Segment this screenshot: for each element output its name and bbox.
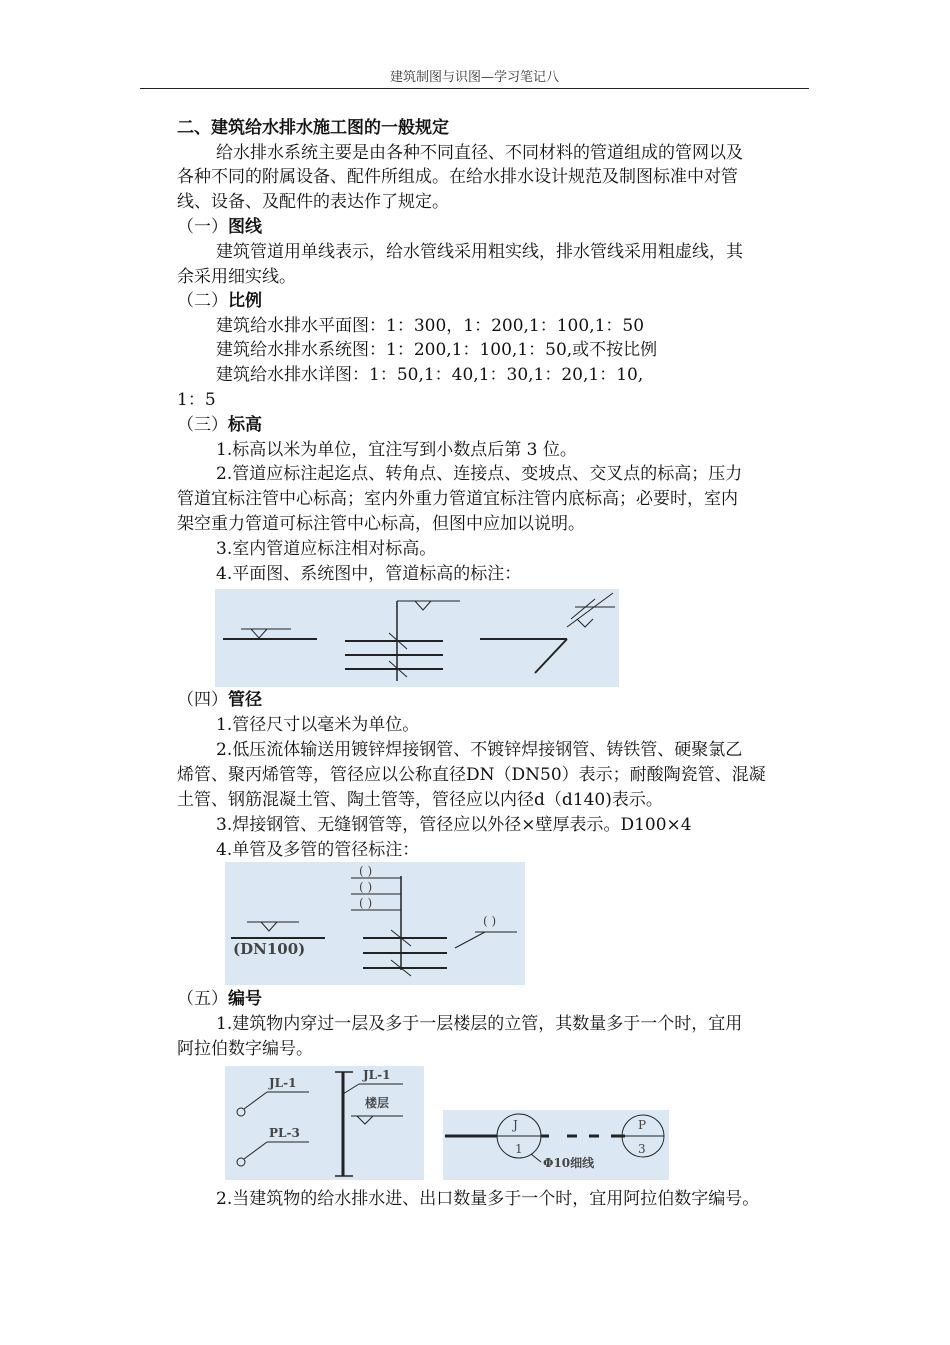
- s4-line-6: 4.单管及多管的管径标注：: [216, 840, 420, 860]
- s4-line-4: 土管、钢筋混凝土管、陶土管等，管径应以内径d（d140)表示。: [177, 790, 663, 810]
- s4-head: （四）: [177, 690, 228, 710]
- s5-heading: [177, 987, 262, 1011]
- diameter-diagram: [225, 862, 525, 985]
- paren-label-2: ( ): [359, 880, 373, 894]
- three-label: 3: [638, 1142, 646, 1156]
- header-rule: [140, 88, 809, 89]
- s2-line-4: 1：5: [177, 390, 216, 410]
- floor-label: 楼层: [365, 1096, 390, 1110]
- one-label: 1: [515, 1142, 523, 1156]
- s3-head: （三）: [177, 415, 228, 435]
- s1-line-2: 余采用细实线。: [177, 267, 296, 287]
- s2-head: （二）: [177, 291, 228, 311]
- s4-line-5: 3.焊接钢管、无缝钢管等，管径应以外径×壁厚表示。D100×4: [216, 815, 692, 835]
- s2-line-3: 建筑给水排水详图：1：50,1：40,1：30,1：20,1：10,: [216, 365, 644, 385]
- elevation-diagram: [215, 589, 619, 687]
- paren-label-3: ( ): [359, 896, 373, 910]
- s5-head: （五）: [177, 989, 228, 1009]
- intro-line-3: 线、设备、及配件的表达作了规定。: [177, 192, 449, 212]
- inlet-number-figure: [443, 1110, 669, 1180]
- s4-line-3: 烯管、聚丙烯管等，管径应以公称直径DN（DN50）表示；耐酸陶瓷管、混凝: [177, 765, 766, 785]
- riser-number-figure: [225, 1066, 424, 1180]
- intro-line-2: 各种不同的附属设备、配件所组成。在给水排水设计规范及制图标准中对管: [177, 167, 738, 187]
- elevation-figure: [215, 589, 619, 687]
- page-header: 建筑制图与识图—学习笔记八: [389, 70, 559, 85]
- section-title: 二、建筑给水排水施工图的一般规定: [177, 118, 449, 138]
- s1-line-1: 建筑管道用单线表示，给水管线采用粗实线，排水管线采用粗虚线，其: [216, 242, 743, 262]
- s5-line-2: 阿拉伯数字编号。: [177, 1039, 313, 1059]
- intro-line-1: 给水排水系统主要是由各种不同直径、不同材料的管道组成的管网以及: [216, 143, 743, 163]
- s1-heading: [177, 215, 262, 239]
- s1-head: （一）: [177, 217, 228, 237]
- diameter-figure: [225, 862, 525, 985]
- s2-title: 比例: [228, 291, 262, 311]
- s2-heading: [177, 289, 262, 313]
- paren-label-1: ( ): [359, 864, 373, 878]
- pl3-label: PL-3: [269, 1126, 300, 1140]
- s5-line-1: 1.建筑物内穿过一层及多于一层楼层的立管，其数量多于一个时，宜用: [216, 1014, 743, 1034]
- p-label: P: [638, 1118, 647, 1132]
- riser-number-diagram: [225, 1066, 424, 1180]
- s3-title: 标高: [228, 415, 262, 435]
- j-label: J: [513, 1118, 518, 1132]
- s4-title: 管径: [228, 690, 262, 710]
- s4-line-2: 2.低压流体输送用镀锌焊接钢管、不镀锌焊接钢管、铸铁管、硬聚氯乙: [216, 740, 743, 760]
- s3-line-3: 管道宜标注管中心标高；室内外重力管道宜标注管内底标高；必要时，室内: [177, 489, 738, 509]
- s3-line-2: 2.管道应标注起迄点、转角点、连接点、变坡点、交叉点的标高；压力: [216, 464, 743, 484]
- jl1-label: JL-1: [269, 1076, 297, 1090]
- s5-title: 编号: [228, 989, 262, 1009]
- jl1-riser-label: JL-1: [363, 1068, 391, 1082]
- s5-last-line: 2.当建筑物的给水排水进、出口数量多于一个时，宜用阿拉伯数字编号。: [216, 1189, 760, 1209]
- s3-line-5: 3.室内管道应标注相对标高。: [216, 539, 437, 559]
- s4-line-1: 1.管径尺寸以毫米为单位。: [216, 715, 420, 735]
- s2-line-2: 建筑给水排水系统图：1：200,1：100,1：50,或不按比例: [216, 340, 658, 360]
- s3-line-1: 1.标高以米为单位，宜注写到小数点后第 3 位。: [216, 440, 577, 460]
- s3-line-6: 4.平面图、系统图中，管道标高的标注：: [216, 564, 522, 584]
- paren-label-4: ( ): [483, 914, 497, 928]
- s3-heading: [177, 413, 262, 437]
- s4-heading: [177, 688, 262, 712]
- s3-line-4: 架空重力管道可标注管中心标高，但图中应加以说明。: [177, 514, 585, 534]
- s1-title: 图线: [228, 217, 262, 237]
- s2-line-1: 建筑给水排水平面图：1：300，1：200,1：100,1：50: [216, 316, 645, 336]
- thin-line-label: Φ10细线: [543, 1156, 595, 1170]
- dn100-label: (DN100): [233, 940, 306, 958]
